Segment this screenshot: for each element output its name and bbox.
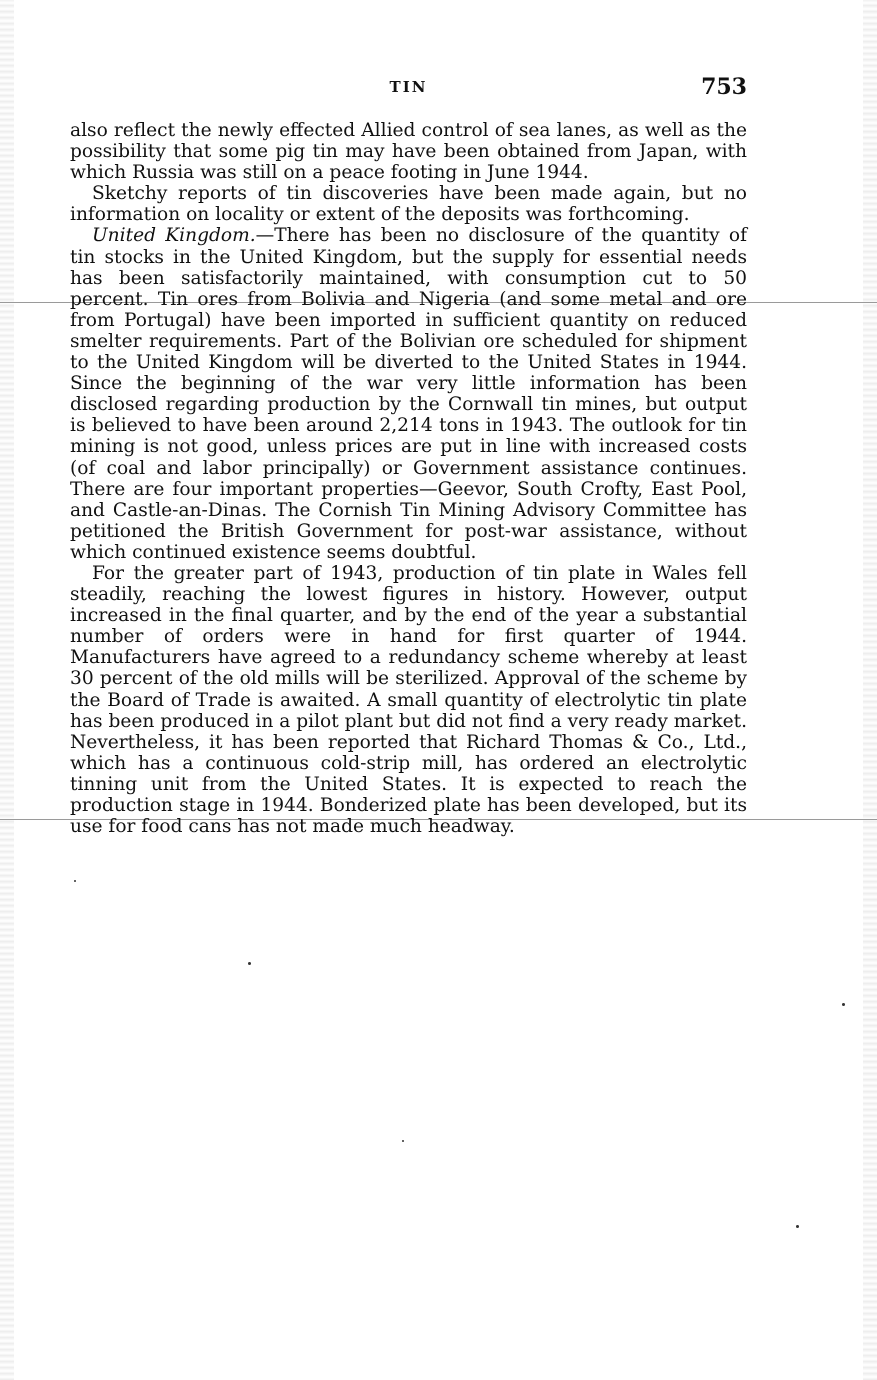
paragraph-text: also reflect the newly effected Allied control of sea lanes, as well as the possibility that some pig tin may have been obtained from Japan, with which Russia was still on a peace footing in June 1944. (70, 120, 747, 184)
paragraph-text: —There has been no disclosure of the quantity of tin stocks in the United Kingdom, but the supply for essential needs has been satisfactorily maintained, with consumption cut to 50 percent. Tin ores from Bolivia and Nigeria (and some metal and ore from Portugal) have been imported in sufficient quantity on reduced smelter requirements. Part of the Bolivian ore scheduled for shipment to the United Kingdom will be diverted to the United States in 1944. Since the beginning of the war very little information has been disclosed regarding production by the Cornwall tin mines, but output is believed to have been around 2,214 tons in 1943. The outlook for tin mining is not good, unless prices are put in line with increased costs (of coal and labor principally) or Government assistance continues. There are four important properties—Geevor, South Crofty, East Pool, and Castle-an-Dinas. The Cornish Tin Mining Advisory Committee has petitioned the British Government for post-war assistance, without which continued existence seems doubtful. (70, 225, 747, 563)
scan-edge-left (0, 0, 14, 1380)
page-number: 753 (701, 74, 747, 100)
body-text (70, 120, 747, 837)
scan-edge-right (863, 0, 877, 1380)
scan-speck (842, 1003, 845, 1006)
scan-speck (248, 962, 251, 965)
paragraph (70, 563, 747, 837)
paragraph-text: Sketchy reports of tin discoveries have been made again, but no information on locality or extent of the deposits was forthcoming. (70, 183, 747, 226)
scan-speck (74, 880, 76, 882)
paragraph (70, 183, 747, 225)
scan-speck (796, 1225, 799, 1228)
section-heading-united-kingdom: United Kingdom. (92, 225, 256, 247)
paragraph-text: For the greater part of 1943, production of tin plate in Wales fell steadily, reaching the lowest figures in history. However, output increased in the final quarter, and by the end of the year a substantial number of orders were in hand for first quarter of 1944. Manufacturers have agreed to a redundancy scheme whereby at least 30 percent of the old mills will be sterilized. Approval of the scheme by the Board of Trade is awaited. A small quantity of electrolytic tin plate has been produced in a pilot plant but did not find a very ready market. Nevertheless, it has been reported that Richard Thomas & Co., Ltd., which has a continuous cold-strip mill, has ordered an electrolytic tinning unit from the United States. It is expected to reach the production stage in 1944. Bonderized plate has been developed, but its use for food cans has not made much headway. (70, 562, 747, 838)
paragraph (70, 225, 747, 563)
paragraph (70, 120, 747, 183)
running-head (70, 74, 747, 102)
running-title: TIN (389, 78, 428, 96)
scan-speck (402, 1140, 404, 1142)
